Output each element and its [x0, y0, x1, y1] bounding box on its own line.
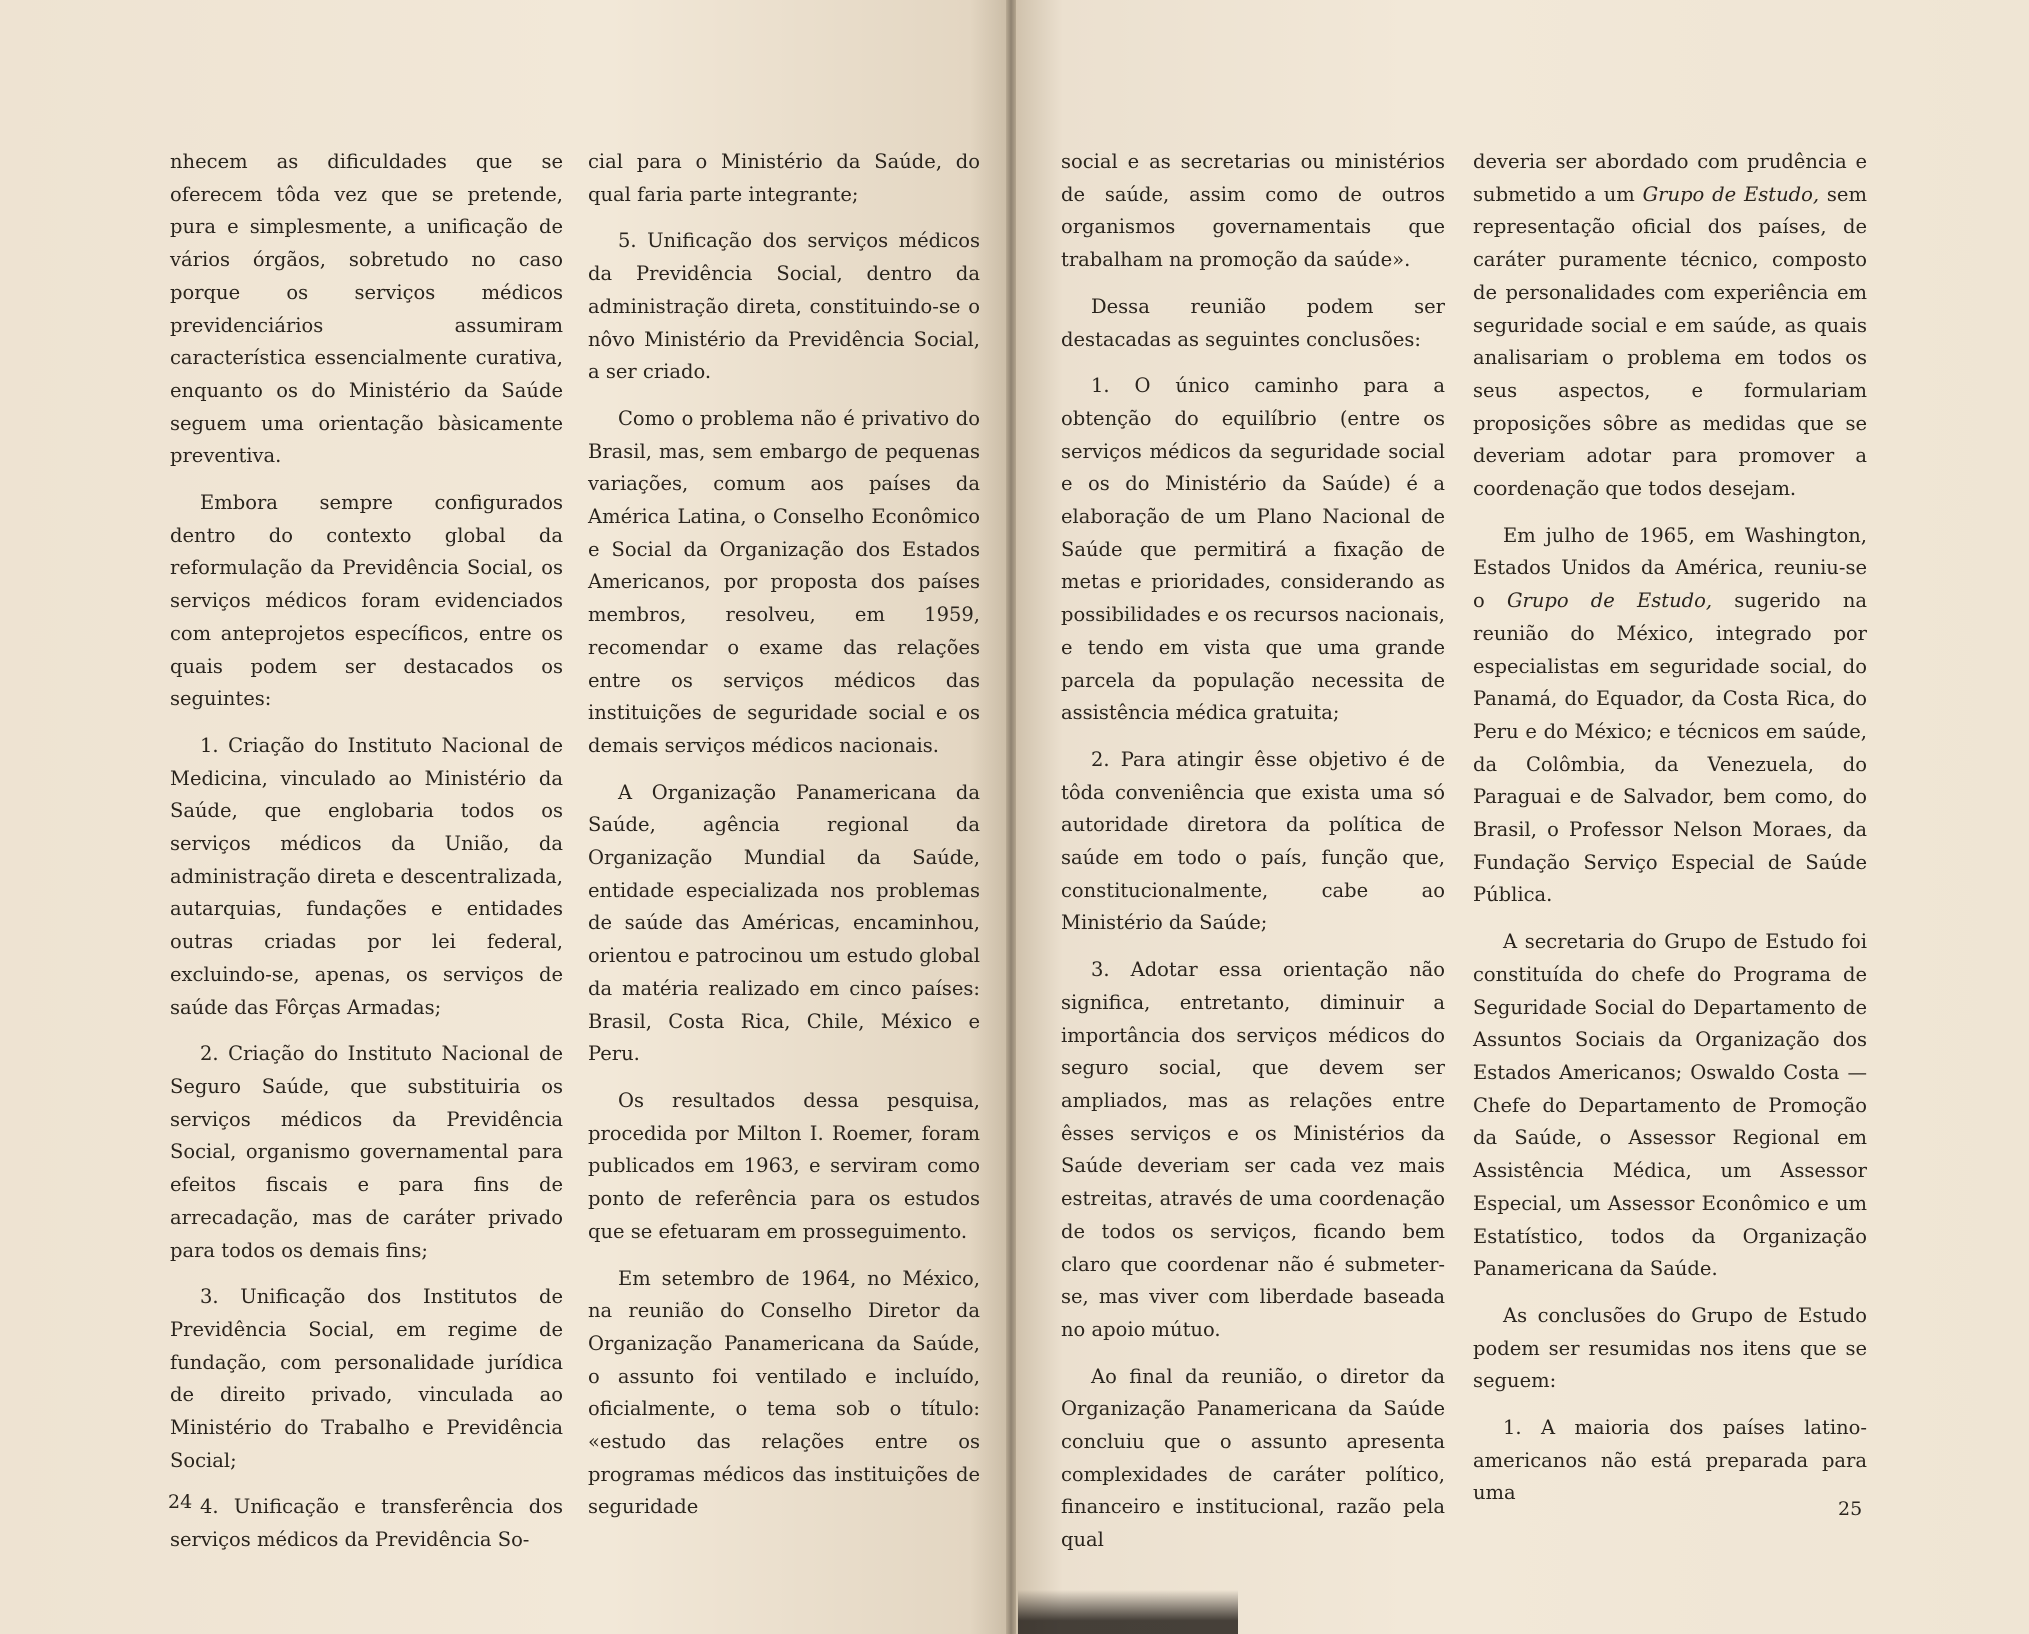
- text-run: Em julho de 1965, em Washington, Estados Unidos da América, reuniu-se o: [1473, 523, 1867, 613]
- list-item: 1. Criação do Instituto Nacional de Medicina, vinculado ao Ministério da Saúde, que englobaria todos os serviços médicos da União, da administração direta e descentralizada, autarquias, fundações e entidades outras criadas por lei federal, excluindo-se, apenas, os serviços de saúde das Fôrças Armadas;: [170, 733, 563, 1019]
- page-number: 24: [168, 1491, 193, 1513]
- text-run: sem representação oficial dos países, de caráter puramente técnico, composto de personalidades com experiência em seguridade social e em saúde, as quais analisariam o problema em todos os seus aspectos, e formulariam proposições sôbre as medidas que se deveriam adotar para promover a coordenação que todos desejam.: [1473, 182, 1867, 501]
- left-column-1: [170, 146, 563, 1571]
- paragraph: A Organização Panamericana da Saúde, agência regional da Organização Mundial da Saúde, entidade especializada nos problemas de saúde das Américas, encaminhou, orientou e patrocinou um estudo global da matéria realizado em cinco países: Brasil, Costa Rica, Chile, México e Peru.: [588, 780, 980, 1066]
- list-item: 1. O único caminho para a obtenção do equilíbrio (entre os serviços médicos da seguridade social e os do Ministério da Saúde) é a elaboração de um Plano Nacional de Saúde que permitirá a fixação de metas e prioridades, considerando as possibilidades e os recursos nacionais, e tendo em vista que uma grande parcela da população necessita de assistência médica gratuita;: [1061, 374, 1445, 725]
- paragraph: Como o problema não é privativo do Brasil, mas, sem embargo de pequenas variações, comum aos países da América Latina, o Conselho Econômico e Social da Organização dos Estados Americanos, por proposta dos países membros, resolveu, em 1959, recomendar o exame das relações entre os serviços médicos das instituições de seguridade social e os demais serviços médicos nacionais.: [588, 406, 980, 757]
- list-item: 5. Unificação dos serviços médicos da Previdência Social, dentro da administração direta, constituindo-se o nôvo Ministério da Previdência Social, a ser criado.: [588, 229, 980, 384]
- page-number: 25: [1838, 1498, 1863, 1520]
- text-run: deveria ser abordado com prudência e submetido a um: [1473, 150, 1867, 206]
- text-run: sugerido na reunião do México, integrado por especialistas em seguridade social, do Panamá, do Equador, da Costa Rica, do Peru e do México; e técnicos em saúde, da Colômbia, da Venezuela, do Paraguai e de Salvador, bem como, do Brasil, o Professor Nelson Moraes, da Fundação Serviço Especial de Saúde Pública.: [1473, 589, 1867, 907]
- paragraph: Em setembro de 1964, no México, na reunião do Conselho Diretor da Organização Panamericana da Saúde, o assunto foi ventilado e incluído, oficialmente, o tema sob o título: «estudo das relações entre os programas médicos das instituições de seguridade: [588, 1266, 980, 1519]
- paragraph: As conclusões do Grupo de Estudo podem ser resumidas nos itens que se seguem:: [1473, 1303, 1867, 1393]
- left-column-2: [588, 146, 980, 1538]
- paragraph: A secretaria do Grupo de Estudo foi constituída do chefe do Programa de Seguridade Social do Departamento de Assuntos Sociais da Organização dos Estados Americanos; Oswaldo Costa — Chefe do Departamento de Promoção da Saúde, o Assessor Regional em Assistência Médica, um Assessor Especial, um Assessor Econômico e um Estatístico, todos da Organização Panamericana da Saúde.: [1473, 930, 1867, 1281]
- paragraph: Os resultados dessa pesquisa, procedida por Milton I. Roemer, foram publicados em 1963, e serviram como ponto de referência para os estudos que se efetuaram em prosseguimento.: [588, 1088, 980, 1243]
- paragraph: nhecem as dificuldades que se oferecem tôda vez que se pretende, pura e simplesmente, a unificação de vários órgãos, sobretudo no caso porque os serviços médicos previdenciários assumiram característica essencialmente curativa, enquanto os do Ministério da Saúde seguem uma orientação bàsicamente preventiva.: [170, 150, 563, 468]
- italic-text: Grupo de Estudo,: [1506, 589, 1713, 613]
- paragraph: social e as secretarias ou ministérios de saúde, assim como de outros organismos governamentais que trabalham na promoção da saúde».: [1061, 150, 1445, 272]
- gutter-shadow: [1018, 1590, 1238, 1634]
- list-item: 4. Unificação e transferência dos serviços médicos da Previdência So-: [170, 1495, 563, 1552]
- paragraph: Embora sempre configurados dentro do contexto global da reformulação da Previdência Social, os serviços médicos foram evidenciados com anteprojetos específicos, entre os quais podem ser destacados os seguintes:: [170, 491, 563, 711]
- paragraph: Dessa reunião podem ser destacadas as seguintes conclusões:: [1061, 294, 1445, 351]
- list-item: 3. Unificação dos Institutos de Previdência Social, em regime de fundação, com personalidade jurídica de direito privado, vinculada ao Ministério do Trabalho e Previdência Social;: [170, 1285, 563, 1472]
- list-item: 2. Criação do Instituto Nacional de Seguro Saúde, que substituiria os serviços médicos da Previdência Social, organismo governamental para efeitos fiscais e para fins de arrecadação, mas de caráter privado para todos os demais fins;: [170, 1042, 563, 1262]
- right-column-2: [1473, 146, 1867, 1524]
- italic-text: Grupo de Estudo,: [1642, 182, 1820, 206]
- paragraph: Ao final da reunião, o diretor da Organização Panamericana da Saúde concluiu que o assunto apresenta complexidades de caráter político, financeiro e institucional, razão pela qual: [1061, 1364, 1445, 1552]
- paragraph: cial para o Ministério da Saúde, do qual faria parte integrante;: [588, 150, 980, 206]
- list-item: 1. A maioria dos países latino-americanos não está preparada para uma: [1473, 1416, 1867, 1505]
- list-item: 3. Adotar essa orientação não significa, entretanto, diminuir a importância dos serviços médicos do seguro social, que devem ser ampliados, mas as relações entre êsses serviços e os Ministérios da Saúde deveriam ser cada vez mais estreitas, através de uma coordenação de todos os serviços, ficando bem claro que coordenar não é submeter-se, mas viver com liberdade baseada no apoio mútuo.: [1061, 958, 1445, 1341]
- book-gutter: [1006, 0, 1016, 1634]
- right-column-1: [1061, 146, 1445, 1571]
- list-item: 2. Para atingir êsse objetivo é de tôda conveniência que exista uma só autoridade diretora da política de saúde em todo o país, função que, constitucionalmente, cabe ao Ministério da Saúde;: [1061, 747, 1445, 935]
- paragraph: [1473, 520, 1867, 912]
- paragraph: [1473, 146, 1867, 506]
